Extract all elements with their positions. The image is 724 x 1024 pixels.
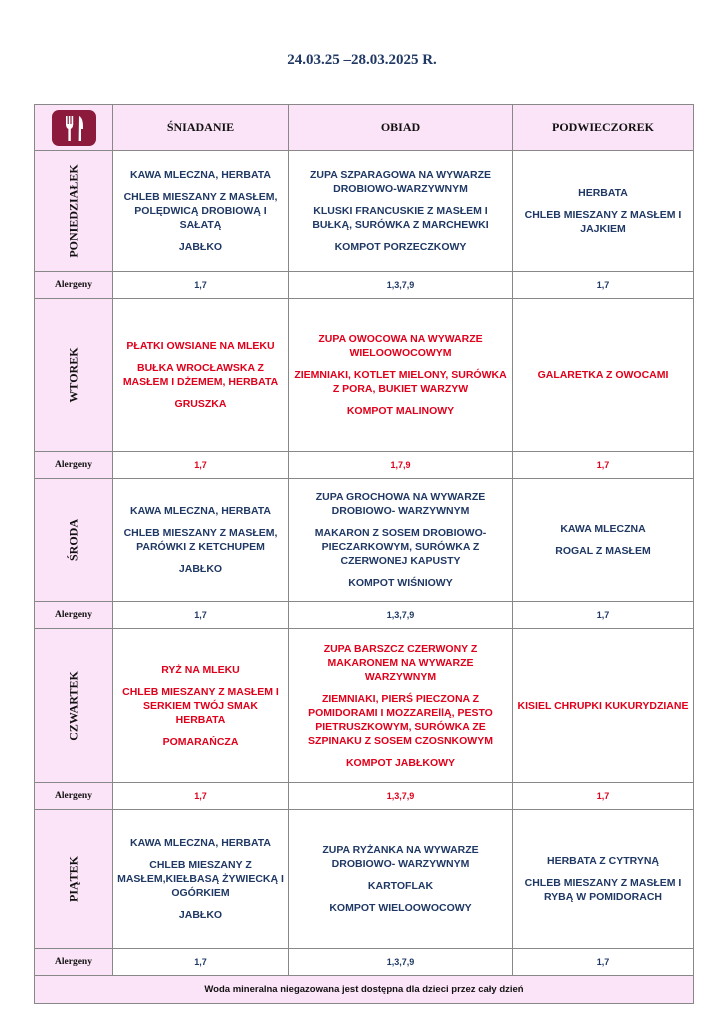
logo-cell	[35, 105, 113, 151]
snack-cell	[513, 299, 694, 452]
menu-item: MAKARON Z SOSEM DROBIOWO-PIECZARKOWYM, SURÓWKA Z CZERWONEJ KAPUSTY	[314, 527, 487, 567]
menu-item: ZUPA RYŻANKA NA WYWARZE DROBIOWO- WARZYWNYM	[322, 844, 479, 870]
lunch-cell	[289, 629, 513, 783]
menu-item: CHLEB MIESZANY Z MASŁEM, PARÓWKI Z KETCHUPEM	[123, 527, 278, 553]
menu-item: ZUPA OWOCOWA NA WYWARZE WIELOOWOCOWYM	[318, 333, 483, 359]
menu-item: CHLEB MIESZANY Z MASŁEM I SERKIEM TWÓJ SMAK HERBATA	[122, 685, 279, 726]
menu-item: HERBATA	[578, 187, 628, 199]
allergen-snack: 1,7	[513, 272, 694, 299]
allergen-row	[35, 783, 694, 810]
menu-item: KOMPOT WIŚNIOWY	[348, 577, 453, 589]
allergen-lunch: 1,3,7,9	[289, 602, 513, 629]
header-breakfast: ŚNIADANIE	[113, 105, 289, 151]
menu-item: KAWA MLECZNA, HERBATA	[130, 505, 271, 517]
menu-item: JABŁKO	[178, 241, 223, 253]
menu-item: CHLEB MIESZANY Z MASŁEM I JAJKIEM	[524, 209, 682, 235]
menu-item: ZUPA SZPARAGOWA NA WYWARZE DROBIOWO-WARZYWNYM	[309, 169, 492, 195]
menu-item: KAWA MLECZNA	[560, 523, 646, 535]
allergen-row	[35, 602, 694, 629]
lunch-cell	[289, 810, 513, 949]
allergen-lunch: 1,3,7,9	[289, 783, 513, 810]
menu-item: POMARAŃCZA	[162, 735, 239, 748]
page-title: 24.03.25 –28.03.2025 R.	[287, 52, 437, 68]
menu-item: KAWA MLECZNA, HERBATA	[130, 837, 271, 849]
menu-item: ZUPA BARSZCZ CZERWONY Z MAKARONEM NA WYWARZE WARZYWNYM	[323, 642, 478, 683]
allergen-breakfast: 1,7	[113, 949, 289, 976]
menu-item: KAWA MLECZNA, HERBATA	[130, 169, 271, 181]
day-label: ŚRODA	[35, 479, 113, 602]
allergen-row	[35, 949, 694, 976]
header-snack: PODWIECZOREK	[513, 105, 694, 151]
allergen-snack: 1,7	[513, 452, 694, 479]
allergen-snack: 1,7	[513, 949, 694, 976]
allergen-row	[35, 272, 694, 299]
day-label: PONIEDZIAŁEK	[35, 151, 113, 272]
allergen-row	[35, 452, 694, 479]
menu-item: KOMPOT WIELOOWOCOWY	[329, 902, 472, 914]
menu-item: KOMPOT PORZECZKOWY	[334, 241, 467, 253]
allergen-snack: 1,7	[513, 783, 694, 810]
menu-item: CHLEB MIESZANY Z MASŁEM I RYBĄ W POMIDORACH	[524, 877, 682, 903]
menu-item: RYŻ NA MLEKU	[161, 663, 240, 676]
menu-item: CHLEB MIESZANY Z MASŁEM,KIEŁBASĄ ŻYWIECKĄ I OGÓRKIEM	[117, 859, 284, 899]
allergen-label: Alergeny	[35, 452, 113, 479]
menu-item: KOMPOT MALINOWY	[346, 405, 455, 417]
snack-cell	[513, 810, 694, 949]
allergen-label: Alergeny	[35, 602, 113, 629]
allergen-lunch: 1,7,9	[289, 452, 513, 479]
menu-item: PŁATKI OWSIANE NA MLEKU	[126, 340, 275, 352]
breakfast-cell	[113, 629, 289, 783]
allergen-snack: 1,7	[513, 602, 694, 629]
day-row-thursday	[35, 629, 694, 783]
breakfast-cell	[113, 479, 289, 602]
menu-item: KISIEL CHRUPKI KUKURYDZIANE	[517, 699, 689, 712]
menu-item: BUŁKA WROCŁAWSKA Z MASŁEM I DŻEMEM, HERBATA	[122, 362, 279, 388]
day-row-monday	[35, 151, 694, 272]
lunch-cell	[289, 479, 513, 602]
allergen-breakfast: 1,7	[113, 783, 289, 810]
snack-cell	[513, 151, 694, 272]
menu-table	[34, 104, 694, 1004]
day-row-tuesday	[35, 299, 694, 452]
allergen-label: Alergeny	[35, 783, 113, 810]
day-label: CZWARTEK	[35, 629, 113, 783]
menu-item: KOMPOT JABŁKOWY	[345, 756, 456, 769]
allergen-label: Alergeny	[35, 272, 113, 299]
lunch-cell	[289, 151, 513, 272]
menu-item: ZUPA GROCHOWA NA WYWARZE DROBIOWO- WARZYWNYM	[315, 491, 486, 517]
menu-item: GALARETKA Z OWOCAMI	[537, 369, 669, 381]
breakfast-cell	[113, 810, 289, 949]
day-label: WTOREK	[35, 299, 113, 452]
breakfast-cell	[113, 151, 289, 272]
menu-item: JABŁKO	[178, 909, 223, 921]
menu-item: HERBATA Z CYTRYNĄ	[547, 855, 659, 867]
allergen-label: Alergeny	[35, 949, 113, 976]
snack-cell	[513, 479, 694, 602]
snack-cell	[513, 629, 694, 783]
menu-item: ZIEMNIAKI, KOTLET MIELONY, SURÓWKA Z PORA, BUKIET WARZYW	[294, 369, 507, 395]
allergen-breakfast: 1,7	[113, 602, 289, 629]
day-row-friday	[35, 810, 694, 949]
allergen-lunch: 1,3,7,9	[289, 949, 513, 976]
allergen-breakfast: 1,7	[113, 272, 289, 299]
menu-item: KARTOFLAK	[367, 880, 434, 892]
menu-item: ROGAL Z MASŁEM	[555, 545, 651, 557]
menu-item: CHLEB MIESZANY Z MASŁEM, POLĘDWICĄ DROBIOWĄ I SAŁATĄ	[123, 191, 278, 231]
footer-note: Woda mineralna niegazowana jest dostępna dla dzieci przez cały dzień	[35, 976, 694, 1004]
header-lunch: OBIAD	[289, 105, 513, 151]
allergen-breakfast: 1,7	[113, 452, 289, 479]
menu-item: GRUSZKA	[174, 398, 227, 410]
menu-item: KLUSKI FRANCUSKIE Z MASŁEM I BUŁKĄ, SURÓWKA Z MARCHEWKI	[312, 205, 489, 231]
breakfast-cell	[113, 299, 289, 452]
fork-knife-icon	[52, 110, 96, 146]
allergen-lunch: 1,3,7,9	[289, 272, 513, 299]
day-label: PIĄTEK	[35, 810, 113, 949]
day-row-wednesday	[35, 479, 694, 602]
menu-item: JABŁKO	[178, 563, 223, 575]
lunch-cell	[289, 299, 513, 452]
menu-item: ZIEMNIAKI, PIERŚ PIECZONA Z POMIDORAMI I MOZZAREllĄ, PESTO PIETRUSZKOWYM, SURÓWKA ZE SZPINAKU Z SOSEM CZOSNKOWYM	[308, 692, 493, 747]
